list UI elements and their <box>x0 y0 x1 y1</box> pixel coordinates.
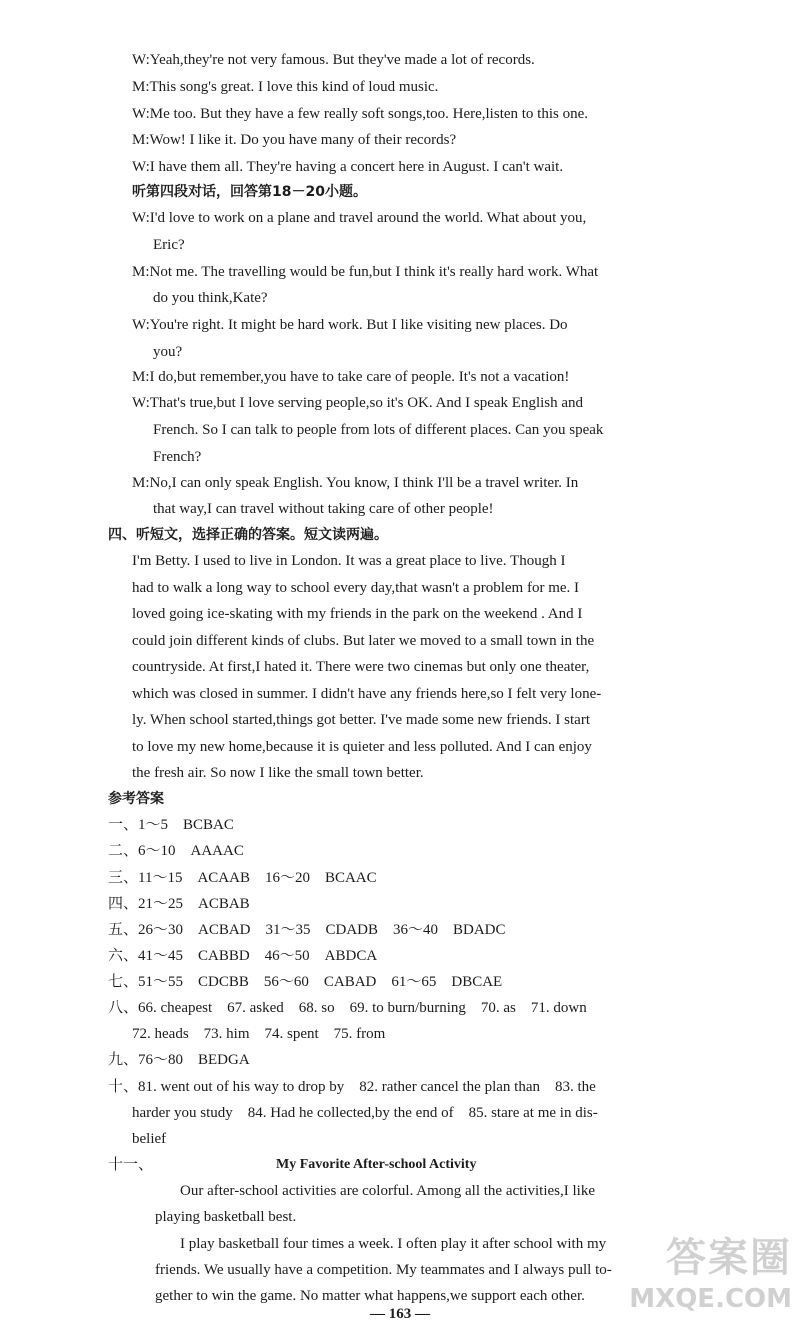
text-line: ly. When school started,things got better. I've made some new friends. I start <box>132 712 591 728</box>
text-line: French? <box>153 449 202 465</box>
watermark-url: MXQE.COM <box>629 1284 792 1314</box>
text-line: do you think,Kate? <box>153 290 268 306</box>
text-line: W:I have them all. They're having a concert here in August. I can't wait. <box>132 159 564 175</box>
text-line: W:That's true,but I love serving people,so it's OK. And I speak English and <box>132 395 584 411</box>
text-line: friends. We usually have a competition. My teammates and I always pull to- <box>155 1262 612 1278</box>
text-line: Our after-school activities are colorful. Among all the activities,I like <box>180 1183 595 1199</box>
answer-key-heading: 参考答案 <box>108 791 164 807</box>
text-line: M:I do,but remember,you have to take care of people. It's not a vacation! <box>132 369 570 385</box>
answer-line: 五、26～30 ACBAD 31～35 CDADB 36～40 BDADC <box>108 922 506 938</box>
essay-title: My Favorite After-school Activity <box>276 1157 477 1172</box>
text-line: W:You're right. It might be hard work. But I like visiting new places. Do <box>132 317 568 333</box>
text-line: W:Me too. But they have a few really soft songs,too. Here,listen to this one. <box>132 106 589 122</box>
text-line: playing basketball best. <box>155 1209 297 1225</box>
text-line: had to walk a long way to school every day,that wasn't a problem for me. I <box>132 580 580 596</box>
answer-line: 九、76～80 BEDGA <box>108 1052 250 1068</box>
answer-line: 一、1～5 BCBAC <box>108 817 234 833</box>
answer-line: 十、81. went out of his way to drop by 82. rather cancel the plan than 83. the <box>108 1079 596 1095</box>
page-number: — 163 — <box>370 1306 430 1322</box>
text-line: W:Yeah,they're not very famous. But they've made a lot of records. <box>132 52 535 68</box>
section-heading: 四、听短文，选择正确的答案。短文读两遍。 <box>108 527 388 543</box>
text-line: I'm Betty. I used to live in London. It was a great place to live. Though I <box>132 553 566 569</box>
text-line: which was closed in summer. I didn't have any friends here,so I felt very lone- <box>132 686 602 702</box>
text-line: M:Not me. The travelling would be fun,but I think it's really hard work. What <box>132 264 599 280</box>
text-line: the fresh air. So now I like the small town better. <box>132 765 424 781</box>
text-line: could join different kinds of clubs. But later we moved to a small town in the <box>132 633 595 649</box>
text-line: to love my new home,because it is quieter and less polluted. And I can enjoy <box>132 739 592 755</box>
answer-line: 八、66. cheapest 67. asked 68. so 69. to burn/burning 70. as 71. down <box>108 1000 587 1016</box>
text-line: you? <box>153 344 183 360</box>
text-line: M:This song's great. I love this kind of loud music. <box>132 79 439 95</box>
section-heading: 听第四段对话，回答第18－20小题。 <box>132 184 367 200</box>
text-line: W:I'd love to work on a plane and travel around the world. What about you, <box>132 210 587 226</box>
text-line: French. So I can talk to people from lots of different places. Can you speak <box>153 422 604 438</box>
answer-line: 四、21～25 ACBAB <box>108 896 250 912</box>
answer-line: harder you study 84. Had he collected,by the end of 85. stare at me in dis- <box>132 1105 598 1121</box>
text-line: M:Wow! I like it. Do you have many of their records? <box>132 132 457 148</box>
text-line: I play basketball four times a week. I often play it after school with my <box>180 1236 607 1252</box>
answer-line: 72. heads 73. him 74. spent 75. from <box>132 1026 386 1042</box>
answer-line: belief <box>132 1131 167 1147</box>
text-line: gether to win the game. No matter what happens,we support each other. <box>155 1288 585 1304</box>
text-line: M:No,I can only speak English. You know, I think I'll be a travel writer. In <box>132 475 579 491</box>
watermark-logo <box>602 1232 792 1332</box>
answer-line: 二、6～10 AAAAC <box>108 843 244 859</box>
answer-line: 三、11～15 ACAAB 16～20 BCAAC <box>108 870 377 886</box>
answer-label: 十一、 <box>108 1157 154 1173</box>
answer-line: 七、51～55 CDCBB 56～60 CABAD 61～65 DBCAE <box>108 974 503 990</box>
watermark-logo-text: 答案圈 <box>666 1235 792 1281</box>
text-line: Eric? <box>153 237 185 253</box>
text-line: loved going ice-skating with my friends in the park on the weekend . And I <box>132 606 583 622</box>
text-line: that way,I can travel without taking care of other people! <box>153 501 494 517</box>
text-line: countryside. At first,I hated it. There were two cinemas but only one theater, <box>132 659 590 675</box>
answer-line: 六、41～45 CABBD 46～50 ABDCA <box>108 948 378 964</box>
